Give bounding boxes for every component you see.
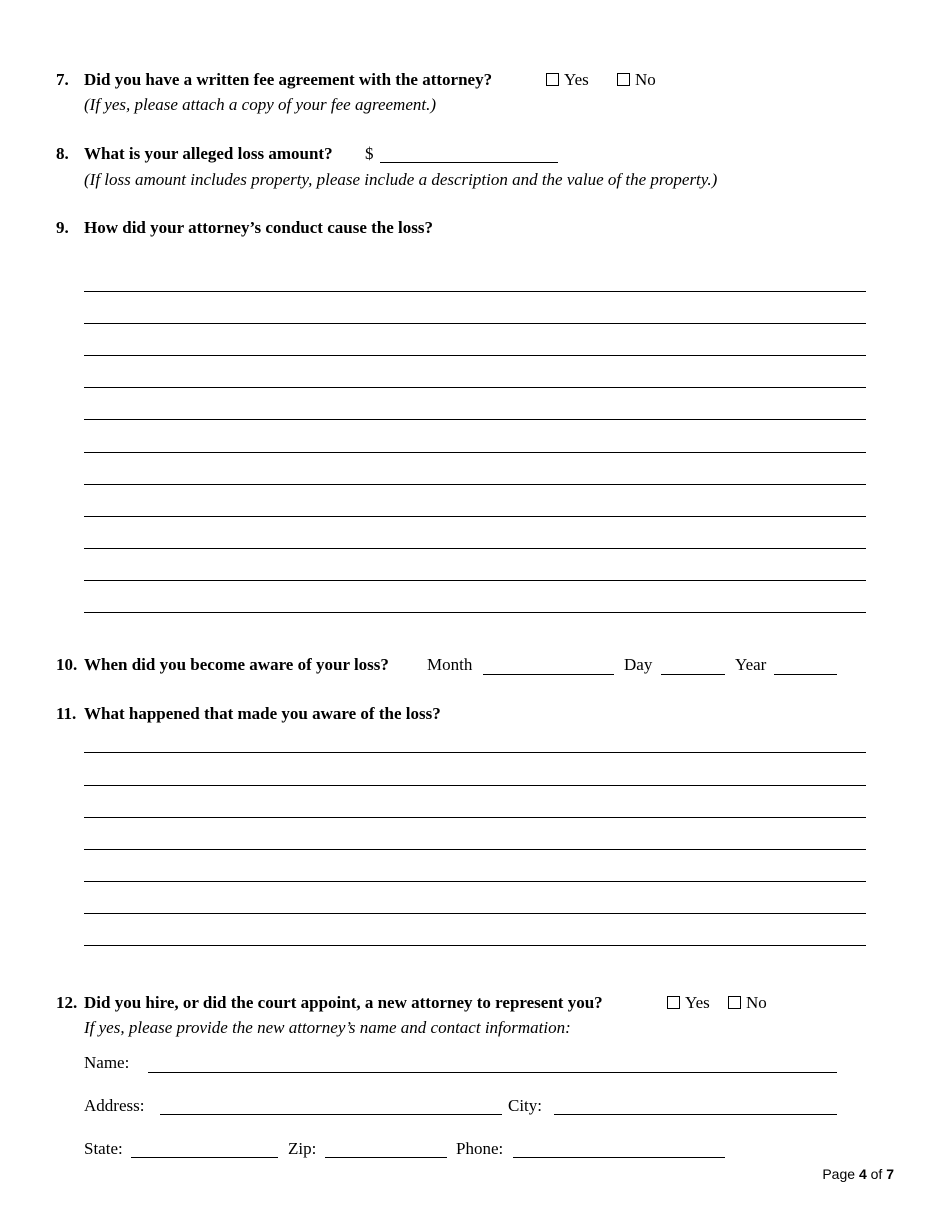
- answer-line[interactable]: [84, 355, 866, 356]
- name-label: Name:: [84, 1053, 130, 1072]
- page-number: [822, 1166, 894, 1182]
- phone-label: Phone:: [456, 1139, 504, 1158]
- q9-number: 9.: [56, 218, 69, 237]
- name-field[interactable]: [148, 1072, 837, 1073]
- q10-number: 10.: [56, 655, 78, 674]
- year-field[interactable]: [774, 674, 837, 675]
- answer-line[interactable]: [84, 785, 866, 786]
- address-label: Address:: [84, 1096, 145, 1115]
- q7-no-checkbox[interactable]: [617, 73, 630, 86]
- loss-amount-field[interactable]: [380, 162, 558, 163]
- answer-line[interactable]: [84, 419, 866, 420]
- answer-line[interactable]: [84, 849, 866, 850]
- q7-note: (If yes, please attach a copy of your fee agreement.): [84, 95, 436, 114]
- q12-no-label: No: [746, 993, 767, 1012]
- answer-line[interactable]: [84, 913, 866, 914]
- page-of: of: [870, 1166, 883, 1182]
- zip-label: Zip:: [288, 1139, 317, 1158]
- answer-line[interactable]: [84, 817, 866, 818]
- q7-question: Did you have a written fee agreement with the attorney?: [84, 70, 493, 89]
- q11-number: 11.: [56, 704, 77, 723]
- answer-line[interactable]: [84, 323, 866, 324]
- month-field[interactable]: [483, 674, 614, 675]
- q10-question: When did you become aware of your loss?: [84, 655, 389, 674]
- answer-line[interactable]: [84, 452, 866, 453]
- answer-line[interactable]: [84, 484, 866, 485]
- q7-yes-label: Yes: [564, 70, 589, 89]
- q8-number: 8.: [56, 144, 69, 163]
- q9-question: How did your attorney’s conduct cause the loss?: [84, 218, 433, 237]
- zip-field[interactable]: [325, 1157, 447, 1158]
- q10-day-label: Day: [624, 655, 653, 674]
- answer-line[interactable]: [84, 945, 866, 946]
- answer-line[interactable]: [84, 291, 866, 292]
- page-current: 4: [858, 1166, 867, 1182]
- q12-no-checkbox[interactable]: [728, 996, 741, 1009]
- q7-no-option[interactable]: [617, 70, 656, 90]
- q12-yes-checkbox[interactable]: [667, 996, 680, 1009]
- answer-line[interactable]: [84, 548, 866, 549]
- phone-field[interactable]: [513, 1157, 725, 1158]
- q7-no-label: No: [635, 70, 656, 89]
- answer-line[interactable]: [84, 516, 866, 517]
- q10-year-label: Year: [735, 655, 767, 674]
- q7-yes-checkbox[interactable]: [546, 73, 559, 86]
- answer-line[interactable]: [84, 612, 866, 613]
- q12-note: If yes, please provide the new attorney’s name and contact information:: [84, 1018, 571, 1037]
- state-label: State:: [84, 1139, 123, 1158]
- answer-line[interactable]: [84, 752, 866, 753]
- q7-number: 7.: [56, 70, 69, 89]
- answer-line[interactable]: [84, 580, 866, 581]
- q12-question: Did you hire, or did the court appoint, a new attorney to represent you?: [84, 993, 603, 1012]
- q11-question: What happened that made you aware of the loss?: [84, 704, 441, 723]
- answer-line[interactable]: [84, 387, 866, 388]
- answer-line[interactable]: [84, 881, 866, 882]
- state-field[interactable]: [131, 1157, 278, 1158]
- city-field[interactable]: [554, 1114, 837, 1115]
- q12-number: 12.: [56, 993, 78, 1012]
- page-total: 7: [886, 1166, 894, 1182]
- q7-yes-option[interactable]: [546, 70, 589, 90]
- q10-month-label: Month: [427, 655, 473, 674]
- day-field[interactable]: [661, 674, 725, 675]
- q8-question: What is your alleged loss amount?: [84, 144, 333, 163]
- q8-currency: $: [365, 144, 374, 163]
- q12-yes-label: Yes: [685, 993, 710, 1012]
- address-field[interactable]: [160, 1114, 502, 1115]
- q12-no-option[interactable]: [728, 993, 767, 1013]
- city-label: City:: [508, 1096, 543, 1115]
- page-prefix: Page: [822, 1166, 856, 1182]
- q8-note: (If loss amount includes property, please include a description and the value of the property.): [84, 170, 718, 189]
- q12-yes-option[interactable]: [667, 993, 710, 1013]
